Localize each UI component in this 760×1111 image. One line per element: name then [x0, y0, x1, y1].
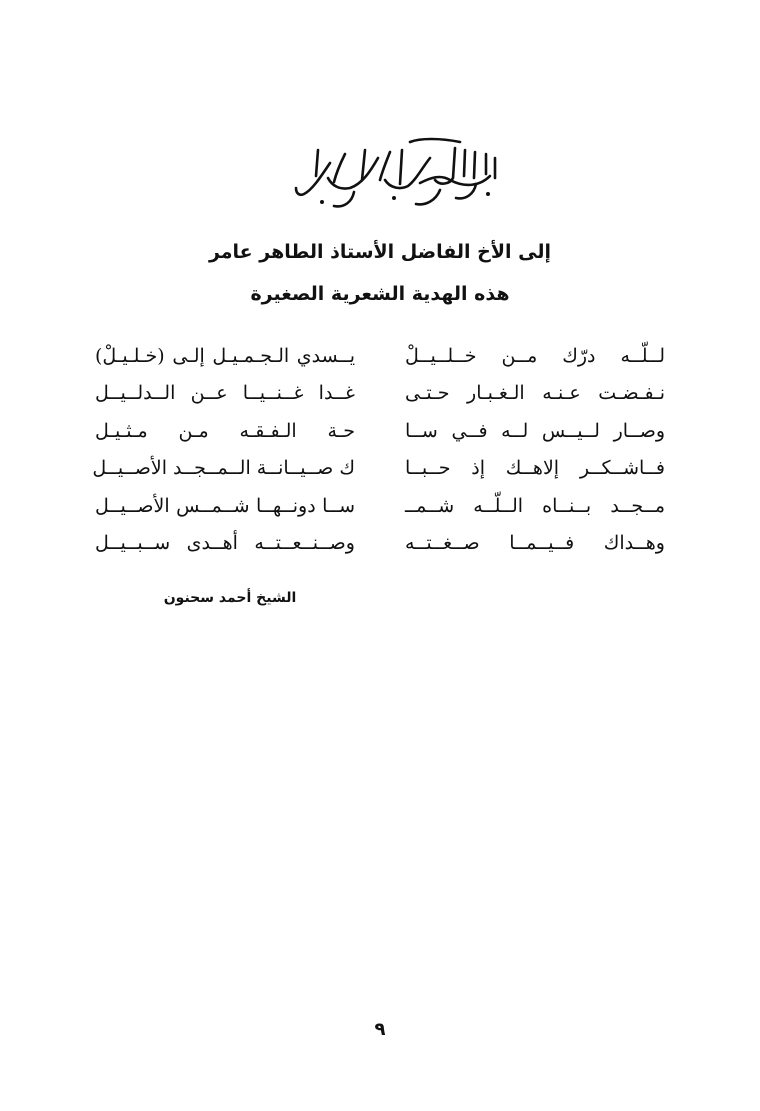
- verse-6-second-hemistich: وصــنــعــتــه أهــدى ســبــيــل: [95, 532, 355, 555]
- dedication-line-1: إلى الأخ الفاضل الأستاذ الطاهر عامر: [208, 241, 552, 263]
- verse-4-first-hemistich: فــاشــكــر إلاهــك إذ حــبــا: [405, 457, 665, 480]
- poet-signature: الشيخ أحمد سحنون: [163, 590, 297, 606]
- verse-1-first-hemistich: لــلّــه درّك مــن خــلــيــلْ: [405, 344, 665, 367]
- basmala-calligraphy: [290, 128, 510, 218]
- verse-6-first-hemistich: وهــداك فــيــمــا صــغــتــه: [405, 532, 665, 555]
- verse-5-first-hemistich: مــجــد بــنــاه الــلّــه شــمــ: [405, 494, 665, 517]
- poem: [92, 337, 665, 562]
- verse-2-first-hemistich: نـفـضـت عـنـه الـغـبـار حـتـى: [405, 382, 665, 405]
- poem-verse-5: [95, 487, 665, 525]
- verse-2-second-hemistich: غــدا غــنــيــا عــن الــدلــيــل: [95, 382, 355, 405]
- verse-3-second-hemistich: حـة الـفـقـه مـن مـثـيـل: [95, 419, 355, 442]
- poem-verse-1: [95, 337, 665, 375]
- basmala-calligraphy-image: [290, 128, 510, 218]
- verse-3-first-hemistich: وصــار لــيــس لــه فــي ســا: [405, 419, 665, 442]
- poem-verse-3: [95, 412, 665, 450]
- poem-verse-6: [95, 525, 665, 563]
- dedication-line-2: هذه الهدية الشعرية الصغيرة: [250, 283, 510, 305]
- verse-4-second-hemistich: ك صــيــانــة الــمــجــد الأصــيــل: [92, 457, 355, 480]
- verse-5-second-hemistich: ســا دونــهــا شــمــس الأصــيــل: [95, 494, 355, 517]
- poem-verse-2: [95, 375, 665, 413]
- poem-verse-4: [92, 450, 665, 488]
- verse-1-second-hemistich: يــسدي الـجـمـيـل إلـى (خـلـيـلْ): [95, 344, 355, 367]
- page-number: ٩: [374, 1019, 386, 1040]
